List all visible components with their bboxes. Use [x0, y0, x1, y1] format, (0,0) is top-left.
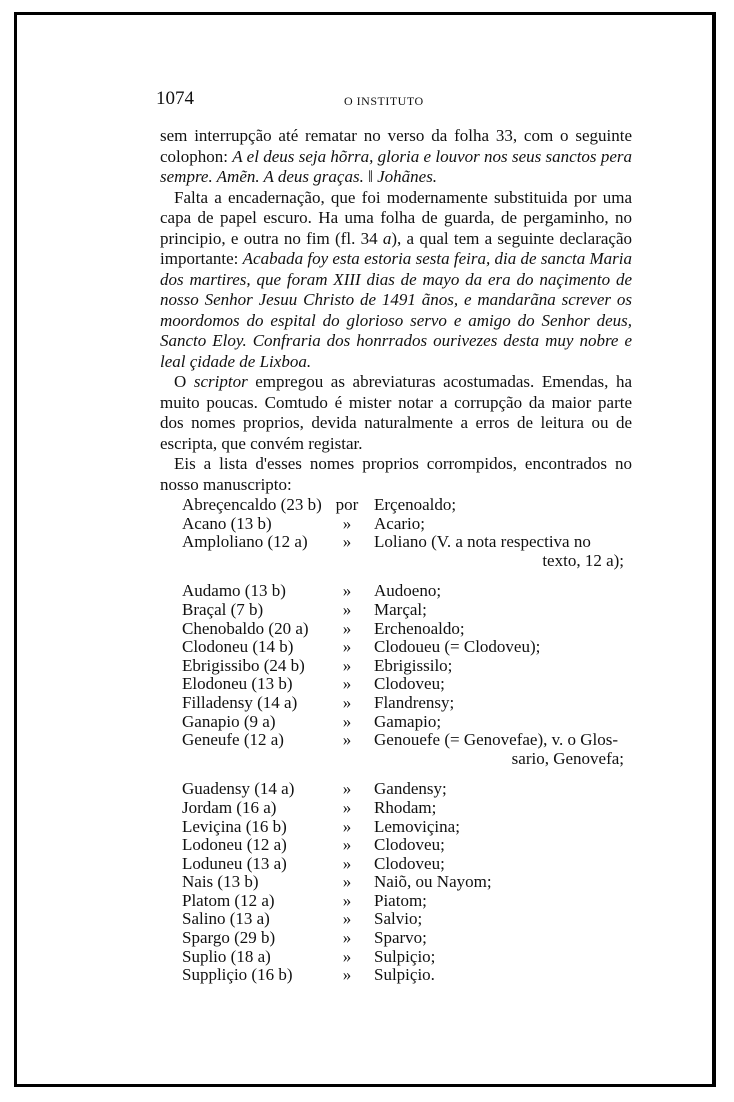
corrupted-name: Lodoneu (12 a)	[182, 835, 287, 855]
folio-reference: 14 a	[262, 692, 292, 712]
wrong-form: Braçal	[182, 599, 227, 619]
body-text	[160, 126, 632, 495]
wrong-form: Loduneu	[182, 853, 243, 873]
wrong-form: Guadensy	[182, 779, 250, 799]
folio-reference: 12 a	[249, 730, 279, 750]
separator: »	[342, 928, 352, 948]
folio-reference: 13 a	[252, 853, 282, 873]
separator: »	[342, 816, 352, 836]
correct-name: Gandensy;	[374, 779, 447, 799]
wrong-form: Spargo	[182, 928, 230, 948]
name-row-continuation	[182, 750, 652, 769]
corrupted-name: Suplio (18 a)	[182, 946, 271, 966]
correct-name: Sulpiçio;	[374, 946, 436, 966]
correct-name: Piatom;	[374, 890, 427, 910]
correct-name: Loliano (V. a nota respectiva no	[374, 532, 591, 552]
wrong-form: Clodoneu	[182, 637, 249, 657]
correct-name: Clodoueu (= Clodoveu);	[374, 637, 541, 657]
text: Falta a encadernação, que foi modernamente substituida por uma capa de papel escuro. Ha uma folha de guarda, de pergaminho, no principio, e outra no fim (fl. 34	[160, 187, 632, 248]
corrupted-name: Ganapio (9 a)	[182, 711, 276, 731]
name-row	[182, 966, 652, 985]
folio-reference: 14 b	[258, 637, 288, 657]
running-title: O INSTITUTO	[344, 94, 424, 108]
text: empregou as abreviaturas acostumadas. Emendas, ha muito poucas. Comtudo é mister notar a corrupção da maior parte dos nomes proprios, devida naturalmente a erros de leitura ou de escripta, que convém registar.	[160, 372, 632, 453]
name-row	[182, 910, 652, 929]
name-row	[182, 818, 652, 837]
name-row	[182, 929, 652, 948]
correct-name: Acario;	[374, 513, 425, 533]
name-row	[182, 620, 652, 639]
correct-name: Clodoveu;	[374, 674, 445, 694]
correct-name: Gamapio;	[374, 711, 442, 731]
folio-reference: 16 a	[241, 797, 271, 817]
correct-name: Audoeno;	[374, 581, 442, 601]
wrong-form: Amploliano	[182, 532, 264, 552]
paragraph	[160, 188, 632, 373]
folio-reference: 13 a	[235, 909, 265, 929]
separator: »	[342, 853, 352, 873]
folio-reference: 16 b	[257, 965, 287, 985]
folio-reference: 9 a	[249, 711, 270, 731]
wrong-form: Suppliçio	[182, 965, 248, 985]
folio-reference: 12 a	[273, 532, 302, 552]
correct-name: Erchenoaldo;	[374, 618, 465, 638]
separator: »	[342, 965, 352, 985]
name-row	[182, 713, 652, 732]
paragraph	[160, 372, 632, 454]
name-row	[182, 892, 652, 911]
wrong-form: Elodoneu	[182, 674, 248, 694]
italic-text: scriptor	[193, 372, 248, 391]
correct-name: Salvio;	[374, 909, 423, 929]
name-row	[182, 675, 652, 694]
name-row	[182, 694, 652, 713]
wrong-form: Acano	[182, 513, 227, 533]
corrupted-name: Geneufe (12 a)	[182, 730, 284, 750]
name-row	[182, 799, 652, 818]
corrupted-name: Salino (13 a)	[182, 909, 270, 929]
separator: »	[342, 637, 352, 657]
correct-name: Ebrigissilo;	[374, 655, 453, 675]
name-row-continuation	[182, 552, 652, 571]
correct-name: Flandrensy;	[374, 692, 455, 712]
corrupted-name: Filladensy (14 a)	[182, 692, 298, 712]
correct-name: Naiõ, ou Nayom;	[374, 872, 492, 892]
corrupted-name: Nais (13 b)	[182, 872, 259, 892]
corrupted-name: Clodoneu (14 b)	[182, 637, 294, 657]
corrupted-name: Spargo (29 b)	[182, 928, 276, 948]
wrong-form: Geneufe	[182, 730, 240, 750]
folio-reference: 14 a	[259, 779, 289, 799]
correct-name: Erçenoaldo;	[374, 495, 457, 514]
separator: »	[342, 618, 352, 638]
correct-name: Lemoviçina;	[374, 816, 460, 836]
italic-text: Acabada foy esta estoria sesta feira, dia de sancta Maria dos martires, que foram XIII dias de mayo da era do naçimento de nosso Senhor Jesuu Christo de 1491 ãnos, e mandarãna screver os moordomos do espital do glorioso servo e amigo do Senhor deus, Sancto Eloy. Confraria dos honrrados ourivezes desta muy nobre e leal çidade de Lixboa.	[160, 249, 632, 371]
name-row	[182, 657, 652, 676]
italic-text: A el deus seja hõrra, gloria e louvor nos seus sanctos pera sempre. Amẽn. A deus graças. ‖ Johãnes.	[160, 146, 632, 186]
folio-reference: 29 b	[239, 928, 270, 948]
separator: »	[342, 835, 352, 855]
correct-name: Marçal;	[374, 599, 427, 619]
corrupted-name: Suppliçio (16 b)	[182, 965, 293, 985]
folio-reference: 13 b	[257, 674, 287, 694]
correct-name-continuation: texto, 12 a);	[542, 550, 624, 570]
wrong-form: Audamo	[182, 581, 241, 601]
separator: »	[342, 599, 352, 619]
wrong-form: Suplio	[182, 946, 227, 966]
folio-reference: 16 b	[251, 816, 282, 836]
wrong-form: Abreçencaldo	[182, 495, 277, 514]
text: ), a qual tem a seguinte declaração importante:	[160, 228, 632, 268]
name-row	[182, 855, 652, 874]
correct-name: Genouefe (= Genovefae), v. o Glos-	[374, 730, 619, 750]
separator: por	[335, 495, 359, 514]
folio-reference: 12 a	[240, 890, 269, 910]
corrupted-names-list	[182, 496, 652, 985]
separator: »	[342, 513, 352, 533]
name-row	[182, 496, 652, 515]
text: sem interrupção até rematar no verso da folha 33, com o seguinte colophon:	[160, 126, 632, 166]
correct-name: Clodoveu;	[374, 835, 445, 855]
separator: »	[342, 909, 352, 929]
corrupted-name: Acano (13 b)	[182, 513, 272, 533]
correct-name: Rhodam;	[374, 797, 437, 817]
corrupted-name: Amploliano (12 a)	[182, 532, 308, 552]
corrupted-name: Audamo (13 b)	[182, 581, 286, 601]
corrupted-name: Jordam (16 a)	[182, 797, 277, 817]
name-row	[182, 836, 652, 855]
wrong-form: Platom	[182, 890, 231, 910]
paragraph	[160, 126, 632, 188]
folio-reference: 20 a	[274, 618, 303, 638]
correct-name: Sulpiçio.	[374, 965, 435, 985]
paragraph	[160, 454, 632, 495]
corrupted-name: Elodoneu (13 b)	[182, 674, 293, 694]
separator: »	[342, 532, 352, 552]
corrupted-name: Chenobaldo (20 a)	[182, 618, 309, 638]
corrupted-name: Platom (12 a)	[182, 890, 275, 910]
correct-name-continuation: sario, Genovefa;	[511, 748, 624, 768]
corrupted-name: Braçal (7 b)	[182, 599, 264, 619]
separator: »	[342, 674, 352, 694]
name-row	[182, 582, 652, 601]
separator: »	[342, 779, 352, 799]
separator: »	[342, 946, 352, 966]
separator: »	[342, 655, 352, 675]
name-row	[182, 731, 652, 750]
page-number: 1074	[156, 88, 194, 109]
name-row	[182, 948, 652, 967]
separator: »	[342, 692, 352, 712]
italic-text: a	[382, 228, 392, 248]
text: O	[174, 372, 194, 391]
folio-reference: 12 a	[252, 835, 282, 855]
folio-reference: 13 b	[236, 513, 267, 533]
name-row	[182, 780, 652, 799]
wrong-form: Nais	[182, 872, 214, 892]
wrong-form: Jordam	[182, 797, 233, 817]
wrong-form: Salino	[182, 909, 226, 929]
corrupted-name: Loduneu (13 a)	[182, 853, 287, 873]
spacer	[182, 552, 374, 571]
corrupted-name: Leviçina (16 b)	[182, 816, 287, 836]
folio-reference: 18 a	[236, 946, 266, 966]
name-row	[182, 638, 652, 657]
separator: »	[342, 890, 352, 910]
wrong-form: Filladensy	[182, 692, 253, 712]
name-row	[182, 601, 652, 620]
corrupted-name: Ebrigissibo (24 b)	[182, 655, 305, 675]
corrupted-name: Abreçencaldo (23 b)	[182, 495, 322, 514]
corrupted-name: Guadensy (14 a)	[182, 779, 295, 799]
folio-reference: 13 b	[250, 581, 281, 601]
name-row	[182, 515, 652, 534]
correct-name: Clodoveu;	[374, 853, 445, 873]
wrong-form: Leviçina	[182, 816, 242, 836]
name-row	[182, 873, 652, 892]
separator: »	[342, 711, 352, 731]
name-row	[182, 533, 652, 552]
wrong-form: Ganapio	[182, 711, 240, 731]
correct-name: Sparvo;	[374, 928, 427, 948]
separator: »	[342, 730, 352, 750]
separator: »	[342, 797, 352, 817]
spacer	[182, 750, 374, 769]
wrong-form: Lodoneu	[182, 835, 243, 855]
separator: »	[342, 872, 352, 892]
folio-reference: 13 b	[223, 872, 253, 892]
separator: »	[342, 581, 352, 601]
wrong-form: Chenobaldo	[182, 618, 265, 638]
folio-reference: 24 b	[269, 655, 300, 675]
folio-reference: 23 b	[286, 495, 317, 514]
text: Eis a lista d'esses nomes proprios corrompidos, encontrados no nosso manuscripto:	[160, 454, 632, 494]
wrong-form: Ebrigissibo	[182, 655, 260, 675]
folio-reference: 7 b	[236, 599, 258, 619]
